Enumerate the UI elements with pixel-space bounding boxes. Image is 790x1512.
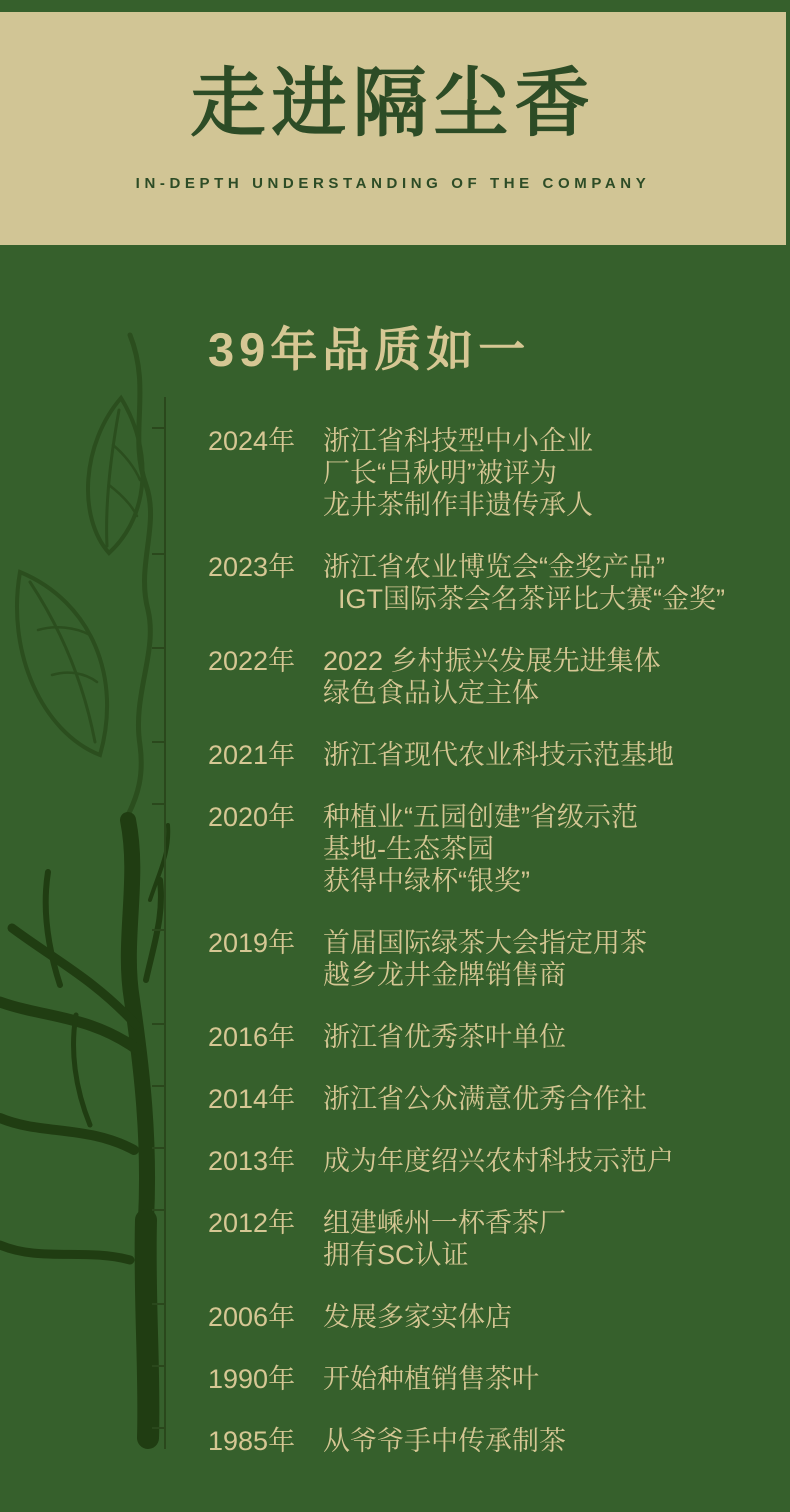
timeline-description <box>323 1021 566 1053</box>
timeline-year: 2006年 <box>208 1302 296 1332</box>
timeline-description-line: 龙井茶制作非遗传承人 <box>323 490 593 520</box>
timeline-description-line: 厂长“吕秋明”被评为 <box>323 458 557 488</box>
timeline-description-line: 浙江省农业博览会“金奖产品” <box>323 552 665 582</box>
timeline-year: 2019年 <box>208 928 296 958</box>
page-subtitle: IN-DEPTH UNDERSTANDING OF THE COMPANY <box>135 175 651 192</box>
timeline <box>208 425 778 1487</box>
timeline-entry <box>208 1425 778 1457</box>
timeline-year: 2012年 <box>208 1208 296 1238</box>
timeline-description-line: 浙江省公众满意优秀合作社 <box>323 1084 647 1114</box>
timeline-description <box>323 1363 539 1395</box>
timeline-entry <box>208 1021 778 1053</box>
timeline-description <box>323 425 593 521</box>
timeline-description <box>323 1083 647 1115</box>
timeline-year: 2023年 <box>208 552 296 582</box>
timeline-description-line: 组建嵊州一杯香茶厂 <box>323 1208 566 1238</box>
timeline-description <box>323 739 674 771</box>
timeline-entry <box>208 1207 778 1271</box>
timeline-description <box>323 645 661 709</box>
timeline-description-line: IGT国际茶会名茶评比大赛“金奖” <box>323 584 725 614</box>
timeline-description <box>323 1207 566 1271</box>
timeline-entry <box>208 801 778 897</box>
timeline-description-line: 种植业“五园创建”省级示范 <box>323 802 638 832</box>
timeline-entry <box>208 1301 778 1333</box>
timeline-description <box>323 801 638 897</box>
timeline-year: 2020年 <box>208 802 296 832</box>
timeline-entry <box>208 1145 778 1177</box>
timeline-year: 2024年 <box>208 426 296 456</box>
timeline-description-line: 首届国际绿茶大会指定用茶 <box>323 928 647 958</box>
timeline-year: 2021年 <box>208 740 296 770</box>
timeline-entry <box>208 551 778 615</box>
timeline-year: 2016年 <box>208 1022 296 1052</box>
timeline-description <box>323 1145 674 1177</box>
timeline-description-line: 拥有SC认证 <box>323 1240 469 1270</box>
timeline-entry <box>208 1363 778 1395</box>
timeline-description <box>323 1301 512 1333</box>
timeline-description-line: 浙江省现代农业科技示范基地 <box>323 740 674 770</box>
page-title: 走进隔尘香 <box>190 61 596 145</box>
timeline-year: 1985年 <box>208 1426 296 1456</box>
timeline-heading: 39年品质如一 <box>208 323 531 376</box>
timeline-description-line: 绿色食品认定主体 <box>323 678 539 708</box>
timeline-description-line: 成为年度绍兴农村科技示范户 <box>323 1146 674 1176</box>
header-banner <box>0 12 786 245</box>
timeline-description-line: 越乡龙井金牌销售商 <box>323 960 566 990</box>
timeline-entry <box>208 739 778 771</box>
timeline-year: 2022年 <box>208 646 296 676</box>
timeline-entry <box>208 927 778 991</box>
timeline-description <box>323 551 725 615</box>
timeline-description-line: 浙江省优秀茶叶单位 <box>323 1022 566 1052</box>
timeline-description-line: 基地-生态茶园 <box>323 834 494 864</box>
timeline-description <box>323 927 647 991</box>
timeline-description-line: 发展多家实体店 <box>323 1302 512 1332</box>
timeline-year: 1990年 <box>208 1364 296 1394</box>
timeline-entry <box>208 1083 778 1115</box>
timeline-description-line: 浙江省科技型中小企业 <box>323 426 593 456</box>
timeline-description <box>323 1425 566 1457</box>
timeline-description-line: 获得中绿杯“银奖” <box>323 866 530 896</box>
timeline-entry <box>208 425 778 521</box>
timeline-year: 2014年 <box>208 1084 296 1114</box>
timeline-description-line: 从爷爷手中传承制茶 <box>323 1426 566 1456</box>
tea-branch-illustration <box>0 280 230 1460</box>
timeline-description-line: 2022 乡村振兴发展先进集体 <box>323 646 661 676</box>
timeline-entry <box>208 645 778 709</box>
timeline-description-line: 开始种植销售茶叶 <box>323 1364 539 1394</box>
timeline-year: 2013年 <box>208 1146 296 1176</box>
